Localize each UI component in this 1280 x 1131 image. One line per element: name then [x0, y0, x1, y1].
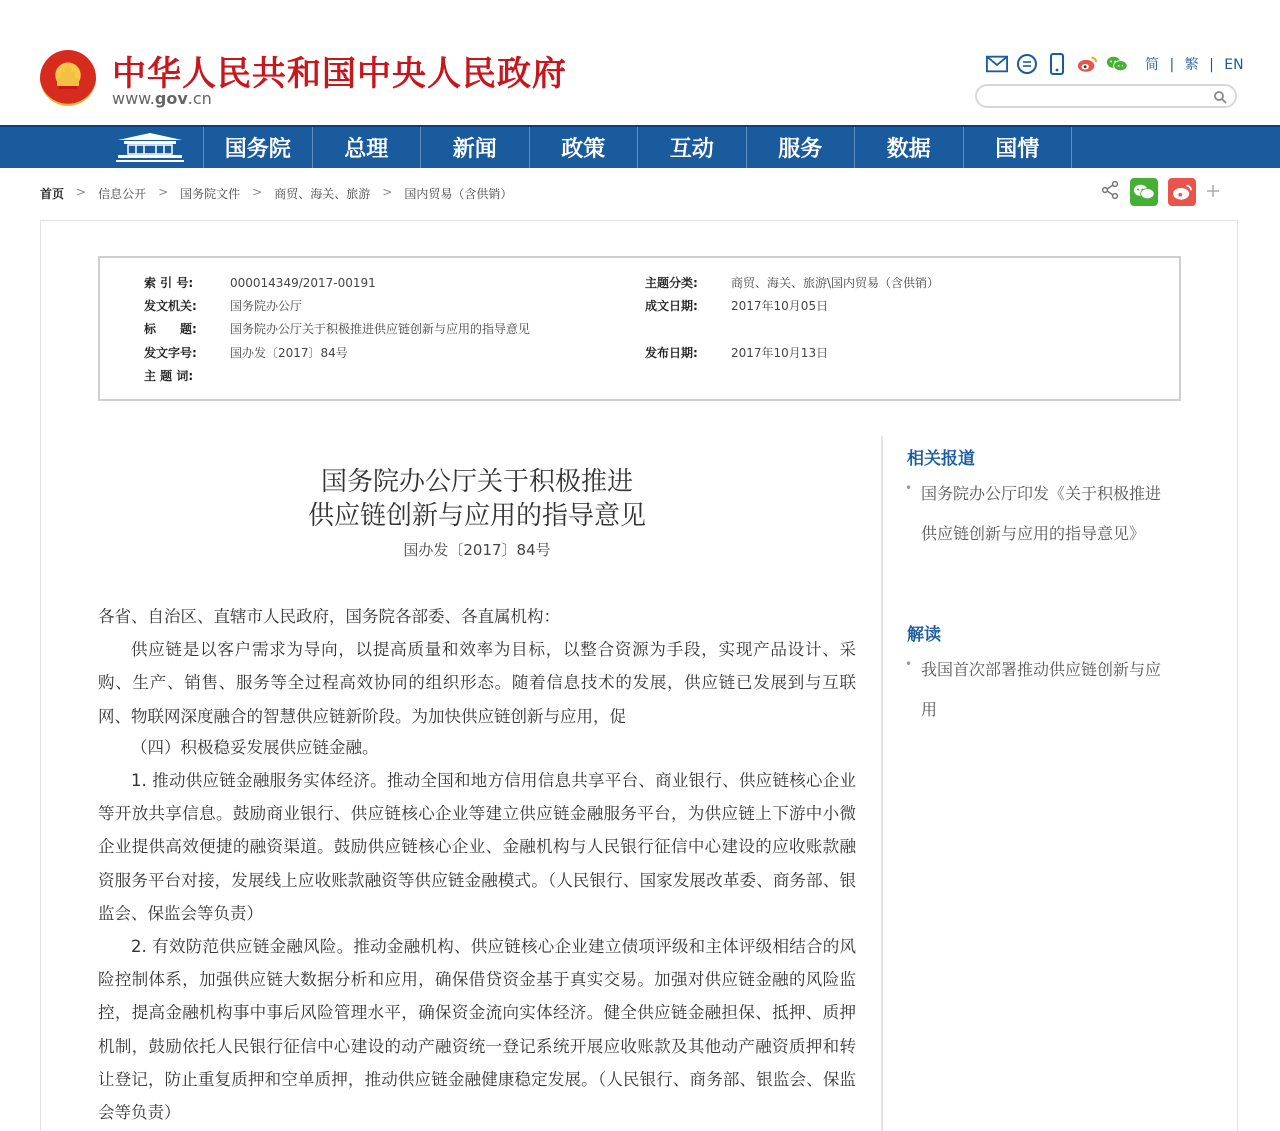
building-icon [114, 132, 186, 164]
meta-publish-date-label: 发布日期: [645, 346, 698, 360]
meta-doc-number [144, 344, 348, 361]
main-nav [0, 125, 1280, 168]
search-input[interactable] [987, 87, 1217, 107]
wechat-icon[interactable] [1106, 53, 1128, 75]
search-box [975, 84, 1237, 108]
plus-icon[interactable] [1206, 183, 1220, 202]
meta-issuer-label: 发文机关: [144, 299, 197, 313]
meta-topic-label: 主题分类: [645, 276, 698, 290]
message-icon[interactable] [1016, 53, 1038, 75]
meta-index-value: 000014349/2017-00191 [230, 276, 376, 290]
article-salutation: 各省、自治区、直辖市人民政府，国务院各部委、各直属机构： [98, 607, 560, 626]
wechat-share-icon[interactable] [1130, 178, 1158, 206]
nav-item-data[interactable]: 数据 [855, 127, 964, 168]
search-icon[interactable] [1213, 89, 1227, 108]
site-url-domain: gov [154, 89, 188, 108]
lang-english[interactable]: EN [1224, 57, 1244, 73]
breadcrumb-state-council-docs[interactable]: 国务院文件 [180, 187, 241, 201]
breadcrumb-home[interactable]: 首页 [40, 187, 65, 201]
breadcrumb [40, 185, 524, 202]
language-switcher [1142, 54, 1247, 74]
share-bar [1100, 178, 1220, 206]
meta-index [144, 274, 376, 291]
meta-keywords-label: 主 题 词: [144, 369, 194, 383]
meta-title-label: 标 题: [144, 322, 197, 336]
article-item: 1. 推动供应链金融服务实体经济。推动全国和地方信用信息共享平台、商业银行、供应链核心企业等开放共享信息。鼓励商业银行、供应链核心企业等建立供应链金融服务平台，为供应链上下游中小微企业提供高效便捷的融资渠道。鼓励供应链核心企业、金融机构与人民银行征信中心建设的应收账款融资服务平台对接，发展线上应收账款融资等供应链金融模式。（人民银行、国家发展改革委、商务部、银监会、保监会等负责） [98, 771, 856, 923]
national-emblem-logo[interactable] [40, 50, 96, 106]
weibo-share-icon[interactable] [1168, 178, 1196, 206]
related-news-heading: 相关报道 [907, 449, 975, 469]
site-url-prefix: www. [112, 89, 155, 108]
article-section-heading: （四）积极稳妥发展供应链金融。 [131, 737, 379, 757]
weibo-icon[interactable] [1076, 53, 1098, 75]
breadcrumb-info-disclosure[interactable]: 信息公开 [98, 187, 147, 201]
site-url-suffix: .cn [187, 89, 212, 108]
article-body [98, 600, 856, 1129]
header-tools [986, 52, 1247, 76]
nav-item-news[interactable]: 新闻 [421, 127, 530, 168]
interpretation-heading: 解读 [907, 625, 941, 645]
meta-written-date-label: 成文日期: [645, 299, 698, 313]
meta-doc-number-value: 国办发〔2017〕84号 [230, 346, 348, 360]
meta-written-date-value: 2017年10月05日 [731, 299, 829, 313]
lang-separator: | [1209, 57, 1214, 73]
nav-item-interaction[interactable]: 互动 [638, 127, 747, 168]
breadcrumb-separator: > [76, 185, 87, 199]
emblem-icon [54, 62, 82, 92]
nav-item-national-conditions[interactable]: 国情 [964, 127, 1073, 168]
meta-index-label: 索 引 号: [144, 276, 194, 290]
site-header [0, 0, 1280, 125]
share-icon[interactable] [1100, 180, 1120, 204]
article-doc-number: 国办发〔2017〕84号 [403, 541, 551, 559]
meta-doc-number-label: 发文字号: [144, 346, 197, 360]
sidebar-divider [881, 436, 883, 1131]
meta-topic-value: 商贸、海关、旅游\国内贸易（含供销） [731, 276, 940, 290]
meta-issuer-value: 国务院办公厅 [230, 299, 303, 313]
lang-traditional[interactable]: 繁 [1184, 57, 1199, 73]
mobile-icon[interactable] [1046, 53, 1068, 75]
meta-title-value: 国务院办公厅关于积极推进供应链创新与应用的指导意见 [230, 322, 531, 336]
nav-item-services[interactable]: 服务 [747, 127, 856, 168]
article-title-line1: 国务院办公厅关于积极推进 [320, 467, 633, 497]
nav-items [204, 127, 1072, 168]
lang-separator: | [1169, 57, 1175, 73]
article-paragraph: 供应链是以客户需求为导向，以提高质量和效率为目标，以整合资源为手段，实现产品设计、采购、生产、销售、服务等全过程高效协同的组织形态。随着信息技术的发展，供应链已发展到与互联网、物联网深度融合的智慧供应链新阶段。为加快供应链创新与应用，促 [98, 640, 856, 726]
nav-item-policy[interactable]: 政策 [530, 127, 639, 168]
breadcrumb-domestic-trade[interactable]: 国内贸易（含供销） [404, 187, 513, 201]
site-url [112, 89, 212, 108]
article-title-line2: 供应链创新与应用的指导意见 [307, 501, 646, 531]
related-news-link[interactable]: • 国务院办公厅印发《关于积极推进供应链创新与应用的指导意见》 [905, 474, 1170, 554]
meta-keywords [144, 367, 230, 384]
lang-simplified[interactable]: 简 [1145, 57, 1159, 73]
breadcrumb-separator: > [158, 185, 169, 199]
meta-title [144, 320, 530, 337]
nav-item-premier[interactable]: 总理 [313, 127, 422, 168]
mail-icon[interactable] [986, 53, 1008, 75]
meta-publish-date [645, 344, 828, 361]
breadcrumb-separator: > [382, 185, 393, 199]
meta-topic [645, 274, 939, 291]
meta-issuer [144, 297, 302, 314]
breadcrumb-commerce[interactable]: 商贸、海关、旅游 [274, 187, 371, 201]
nav-home[interactable] [96, 127, 204, 168]
article-item: 2. 有效防范供应链金融风险。推动金融机构、供应链核心企业建立债项评级和主体评级相结合的风险控制体系，加强供应链大数据分析和应用，确保借贷资金基于真实交易。加强对供应链金融的风险监控，提高金融机构事中事后风险管理水平，确保资金流向实体经济。健全供应链金融担保、抵押、质押机制，鼓励依托人民银行征信中心建设的动产融资统一登记系统开展应收账款及其他动产融资质押和转让登记，防止重复质押和空单质押，推动供应链金融健康稳定发展。（人民银行、商务部、银监会、保监会等负责） [98, 937, 856, 1123]
article-title [97, 465, 857, 533]
breadcrumb-separator: > [252, 185, 263, 199]
interpretation-link[interactable]: • 我国首次部署推动供应链创新与应用 [905, 650, 1170, 730]
nav-item-state-council[interactable]: 国务院 [204, 127, 313, 168]
site-title[interactable]: 中华人民共和国中央人民政府 [112, 54, 567, 94]
meta-written-date [645, 297, 828, 314]
meta-publish-date-value: 2017年10月13日 [731, 346, 829, 360]
